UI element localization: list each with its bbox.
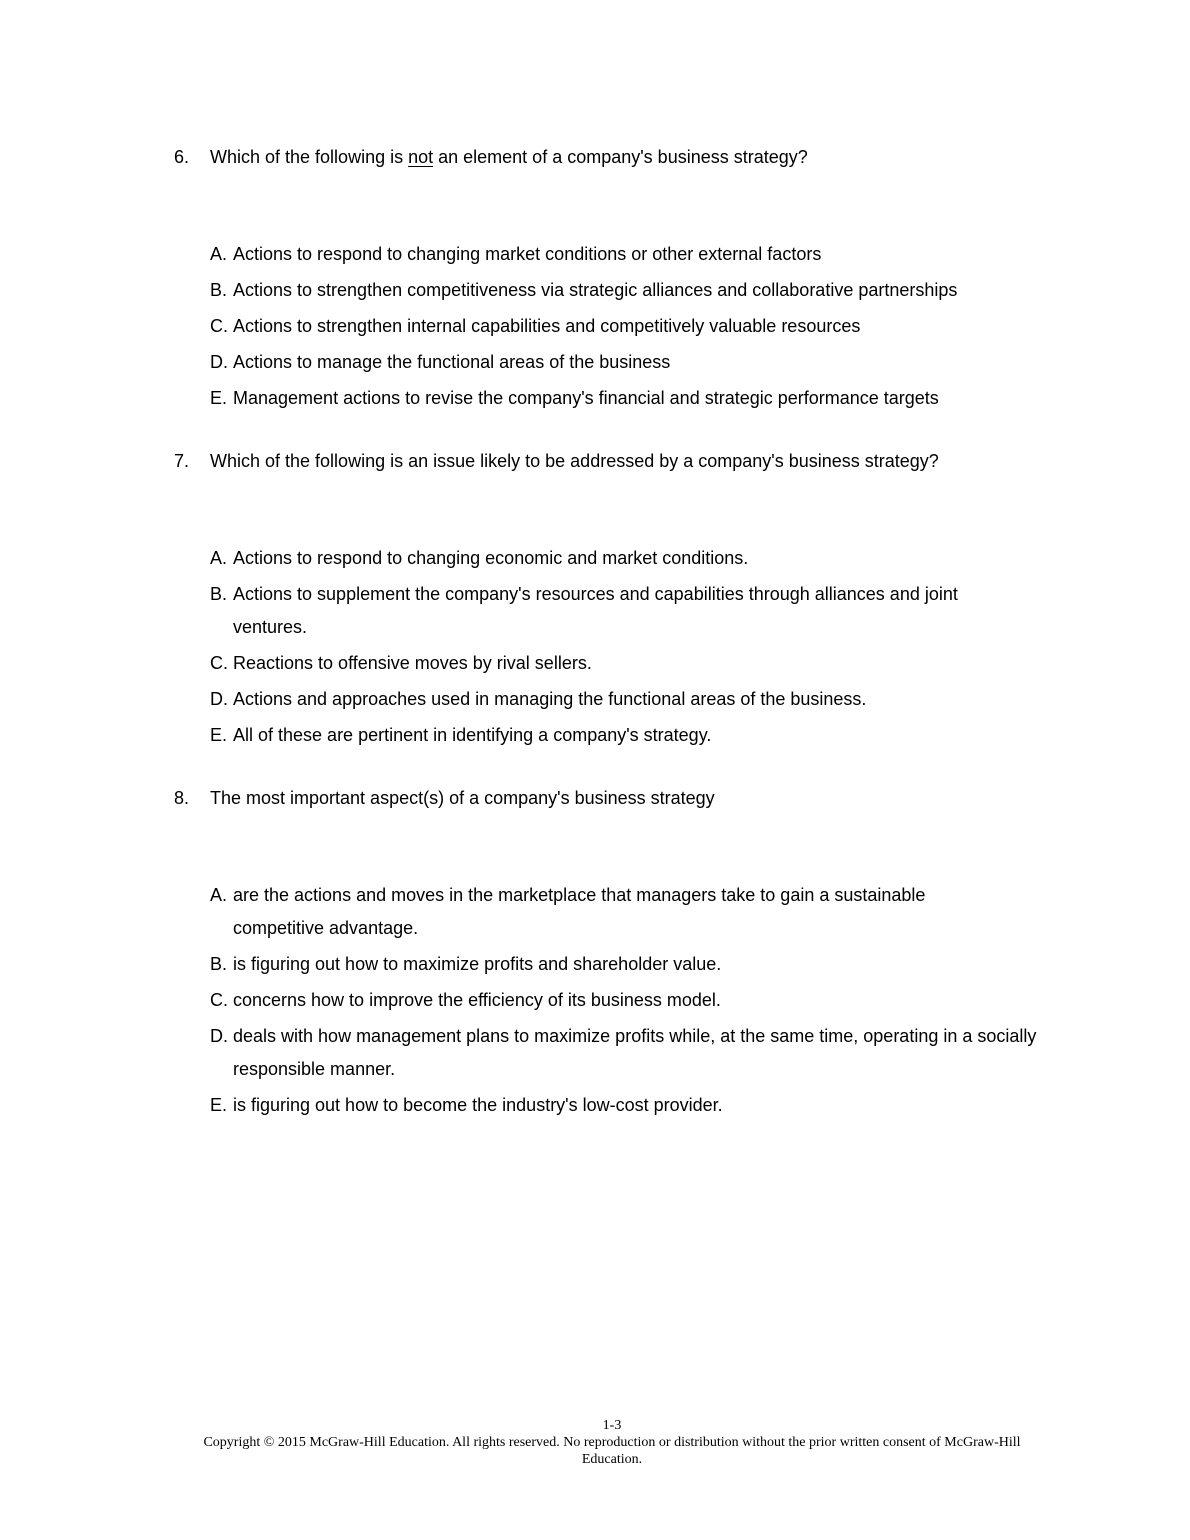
answer-option-e: [210, 719, 1054, 752]
option-letter: C.: [210, 990, 228, 1010]
answer-option-e: [210, 1089, 1054, 1122]
option-text: concerns how to improve the efficiency of its business model.: [233, 990, 721, 1010]
answer-option-d: [210, 1020, 1054, 1086]
answer-options: [174, 238, 1054, 415]
answer-option-b: [210, 274, 1054, 307]
answer-option-e: [210, 382, 1054, 415]
answer-option-a: [210, 238, 1054, 271]
option-text: is figuring out how to maximize profits and shareholder value.: [233, 954, 722, 974]
option-text: Actions and approaches used in managing the functional areas of the business.: [233, 689, 867, 709]
option-text: is figuring out how to become the industry's low-cost provider.: [233, 1095, 723, 1115]
answer-option-a: [210, 879, 1054, 945]
option-letter: E.: [210, 1095, 228, 1115]
option-letter: A.: [210, 548, 228, 568]
option-text: Actions to strengthen internal capabilities and competitively valuable resources: [233, 316, 861, 336]
question-7: [174, 450, 1054, 755]
copyright-notice: Copyright © 2015 McGraw-Hill Education. All rights reserved. No reproduction or distribution without the prior written consent of McGraw-Hill Education.: [203, 1435, 1021, 1467]
answer-option-b: [210, 578, 1054, 644]
option-text: Actions to respond to changing economic and market conditions.: [233, 548, 749, 568]
answer-option-c: [210, 984, 1054, 1017]
option-letter: E.: [210, 388, 228, 408]
option-letter: B.: [210, 584, 228, 604]
question-text-before: Which of the following is: [210, 147, 409, 167]
answer-option-a: [210, 542, 1054, 575]
answer-options: [174, 879, 1054, 1122]
option-text: Actions to manage the functional areas of the business: [233, 352, 671, 372]
page-number: 1-3: [602, 1418, 622, 1433]
option-text: Actions to strengthen competitiveness via strategic alliances and collaborative partnerships: [233, 280, 958, 300]
page-footer: [180, 1417, 1044, 1468]
option-text: Actions to supplement the company's resources and capabilities through alliances and joint ventures.: [233, 584, 958, 637]
question-number: 7.: [174, 451, 190, 471]
answer-option-c: [210, 647, 1054, 680]
question-6: [174, 146, 1054, 418]
question-text-after: an element of a company's business strategy?: [433, 147, 808, 167]
option-letter: B.: [210, 280, 228, 300]
answer-options: [174, 542, 1054, 752]
option-text: are the actions and moves in the marketplace that managers take to gain a sustainable competitive advantage.: [233, 885, 926, 938]
question-text-emphasis: not: [408, 147, 434, 167]
question-number: 6.: [174, 147, 190, 167]
question-stem: [174, 787, 1054, 809]
answer-option-b: [210, 948, 1054, 981]
option-text: Actions to respond to changing market conditions or other external factors: [233, 244, 822, 264]
option-letter: C.: [210, 316, 228, 336]
question-stem: [174, 450, 1054, 472]
answer-option-d: [210, 683, 1054, 716]
answer-option-c: [210, 310, 1054, 343]
question-text: Which of the following is an issue likely to be addressed by a company's business strategy?: [210, 451, 939, 471]
option-letter: B.: [210, 954, 228, 974]
option-text: Reactions to offensive moves by rival sellers.: [233, 653, 592, 673]
question-text: [210, 146, 808, 168]
question-8: [174, 787, 1054, 1125]
question-number: 8.: [174, 788, 190, 808]
option-letter: A.: [210, 885, 228, 905]
option-text: deals with how management plans to maximize profits while, at the same time, operating in a socially responsible manner.: [233, 1026, 1037, 1079]
option-letter: E.: [210, 725, 228, 745]
question-stem: [174, 146, 1054, 168]
option-text: Management actions to revise the company's financial and strategic performance targets: [233, 388, 939, 408]
question-text: The most important aspect(s) of a company's business strategy: [210, 788, 715, 808]
option-letter: D.: [210, 1026, 228, 1046]
option-letter: C.: [210, 653, 228, 673]
option-letter: D.: [210, 689, 228, 709]
option-text: All of these are pertinent in identifying a company's strategy.: [233, 725, 712, 745]
answer-option-d: [210, 346, 1054, 379]
option-letter: A.: [210, 244, 228, 264]
option-letter: D.: [210, 352, 228, 372]
